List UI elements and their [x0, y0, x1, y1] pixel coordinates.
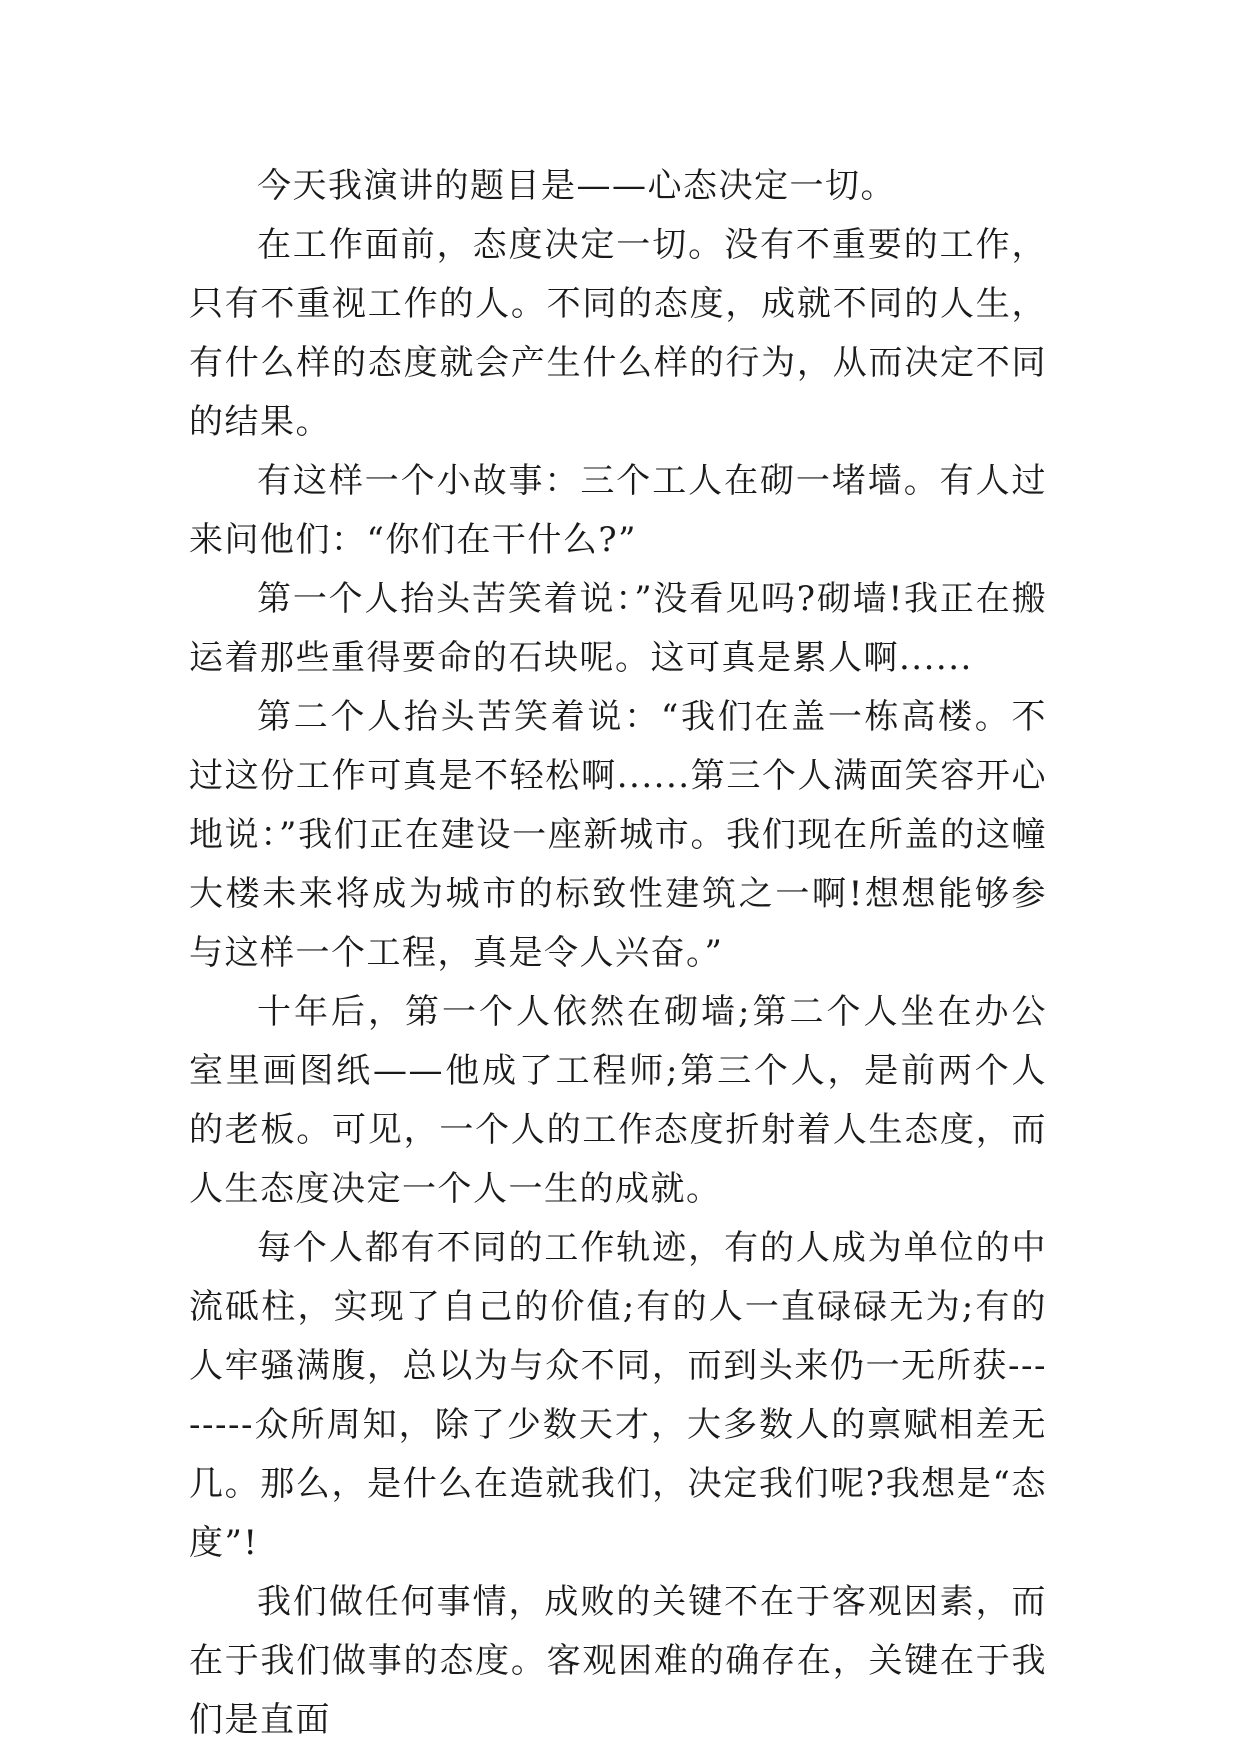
paragraph-3: 有这样一个小故事：三个工人在砌一堵墙。有人过来问他们：“你们在干什么?”: [189, 461, 1047, 560]
paragraph-8: 我们做任何事情，成败的关键不在于客观因素，而在于我们做事的态度。客观困难的确存在，关键在于我们是直面: [189, 1582, 1047, 1740]
paragraph-1: 今天我演讲的题目是——心态决定一切。: [257, 166, 896, 206]
paragraph-5: 第二个人抬头苦笑着说：“我们在盖一栋高楼。不过这份工作可真是不轻松啊......第三个人满面笑容开心地说：”我们正在建设一座新城市。我们现在所盖的这幢大楼未来将成为城市的标致性建筑之一啊!想想能够参与这样一个工程，真是令人兴奋。”: [189, 697, 1047, 973]
paragraph-6: 十年后，第一个人依然在砌墙;第二个人坐在办公室里画图纸——他成了工程师;第三个人，是前两个人的老板。可见，一个人的工作态度折射着人生态度，而人生态度决定一个人一生的成就。: [189, 992, 1047, 1209]
paragraph-7: 每个人都有不同的工作轨迹，有的人成为单位的中流砥柱，实现了自己的价值;有的人一直碌碌无为;有的人牢骚满腹，总以为与众不同，而到头来仍一无所获--------众所周知，除了少数天才，大多数人的禀赋相差无几。那么，是什么在造就我们，决定我们呢?我想是“态度”!: [189, 1228, 1047, 1563]
document-body: [189, 157, 1047, 1750]
paragraph-2: 在工作面前，态度决定一切。没有不重要的工作，只有不重视工作的人。不同的态度，成就不同的人生，有什么样的态度就会产生什么样的行为，从而决定不同的结果。: [189, 225, 1047, 442]
paragraph-4: 第一个人抬头苦笑着说：”没看见吗?砌墙!我正在搬运着那些重得要命的石块呢。这可真是累人啊......: [189, 579, 1047, 678]
